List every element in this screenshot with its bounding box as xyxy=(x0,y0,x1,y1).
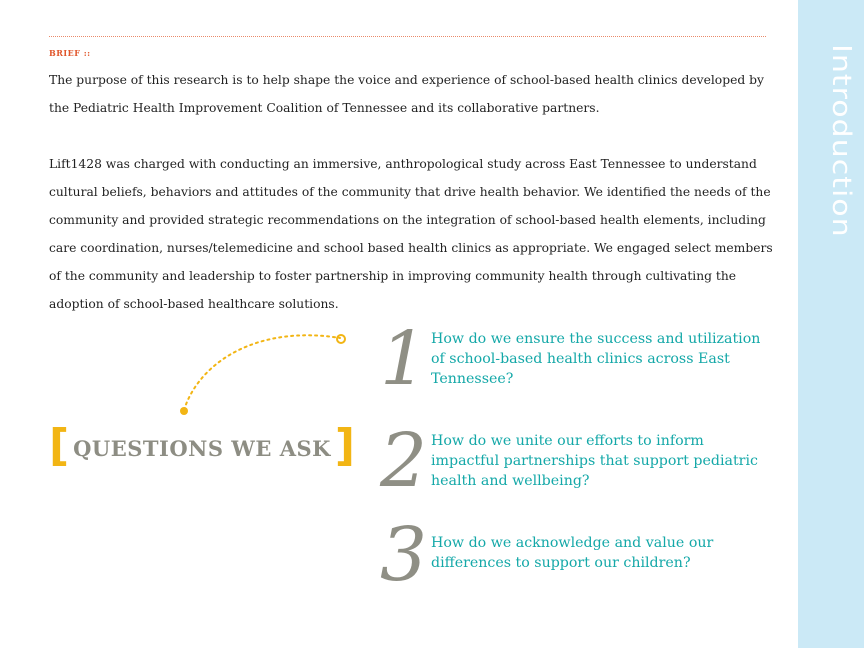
question-number-2: 2 xyxy=(380,418,428,504)
close-bracket: ] xyxy=(334,420,356,471)
sidebar-title: Introduction xyxy=(826,44,856,238)
question-number-1: 1 xyxy=(380,316,428,402)
question-text-3: How do we acknowledge and value our differences to support our children? xyxy=(431,535,714,571)
dotted-divider xyxy=(49,36,766,37)
intro-paragraph-1: The purpose of this research is to help shape the voice and experience of school-based health clinics developed by the Pediatric Health Improvement Coalition of Tennessee and its collaborative partners. xyxy=(49,73,764,115)
question-text-2: How do we unite our efforts to inform impactful partnerships that support pediatric health and wellbeing? xyxy=(431,433,758,489)
questions-heading xyxy=(49,420,356,471)
dotted-arc-decoration xyxy=(170,320,360,420)
question-number-3: 3 xyxy=(380,512,428,598)
open-bracket: [ xyxy=(49,420,70,471)
questions-title: QUESTIONS WE ASK xyxy=(73,435,331,461)
brief-label: BRIEF :: xyxy=(49,48,91,58)
question-text-1: How do we ensure the success and utilization of school-based health clinics across East Tennessee? xyxy=(431,331,761,387)
intro-paragraph-2: Lift1428 was charged with conducting an immersive, anthropological study across East Tennessee to understand cultural beliefs, behaviors and attitudes of the community that drive health behavior. We identified the needs of the community and provided strategic recommendations on the integration of school-based health elements, including care coordination, nurses/telemedicine and school based health clinics as appropriate. We engaged select members of the community and leadership to foster partnership in improving community health through cultivating the adoption of school-based healthcare solutions. xyxy=(49,157,773,311)
